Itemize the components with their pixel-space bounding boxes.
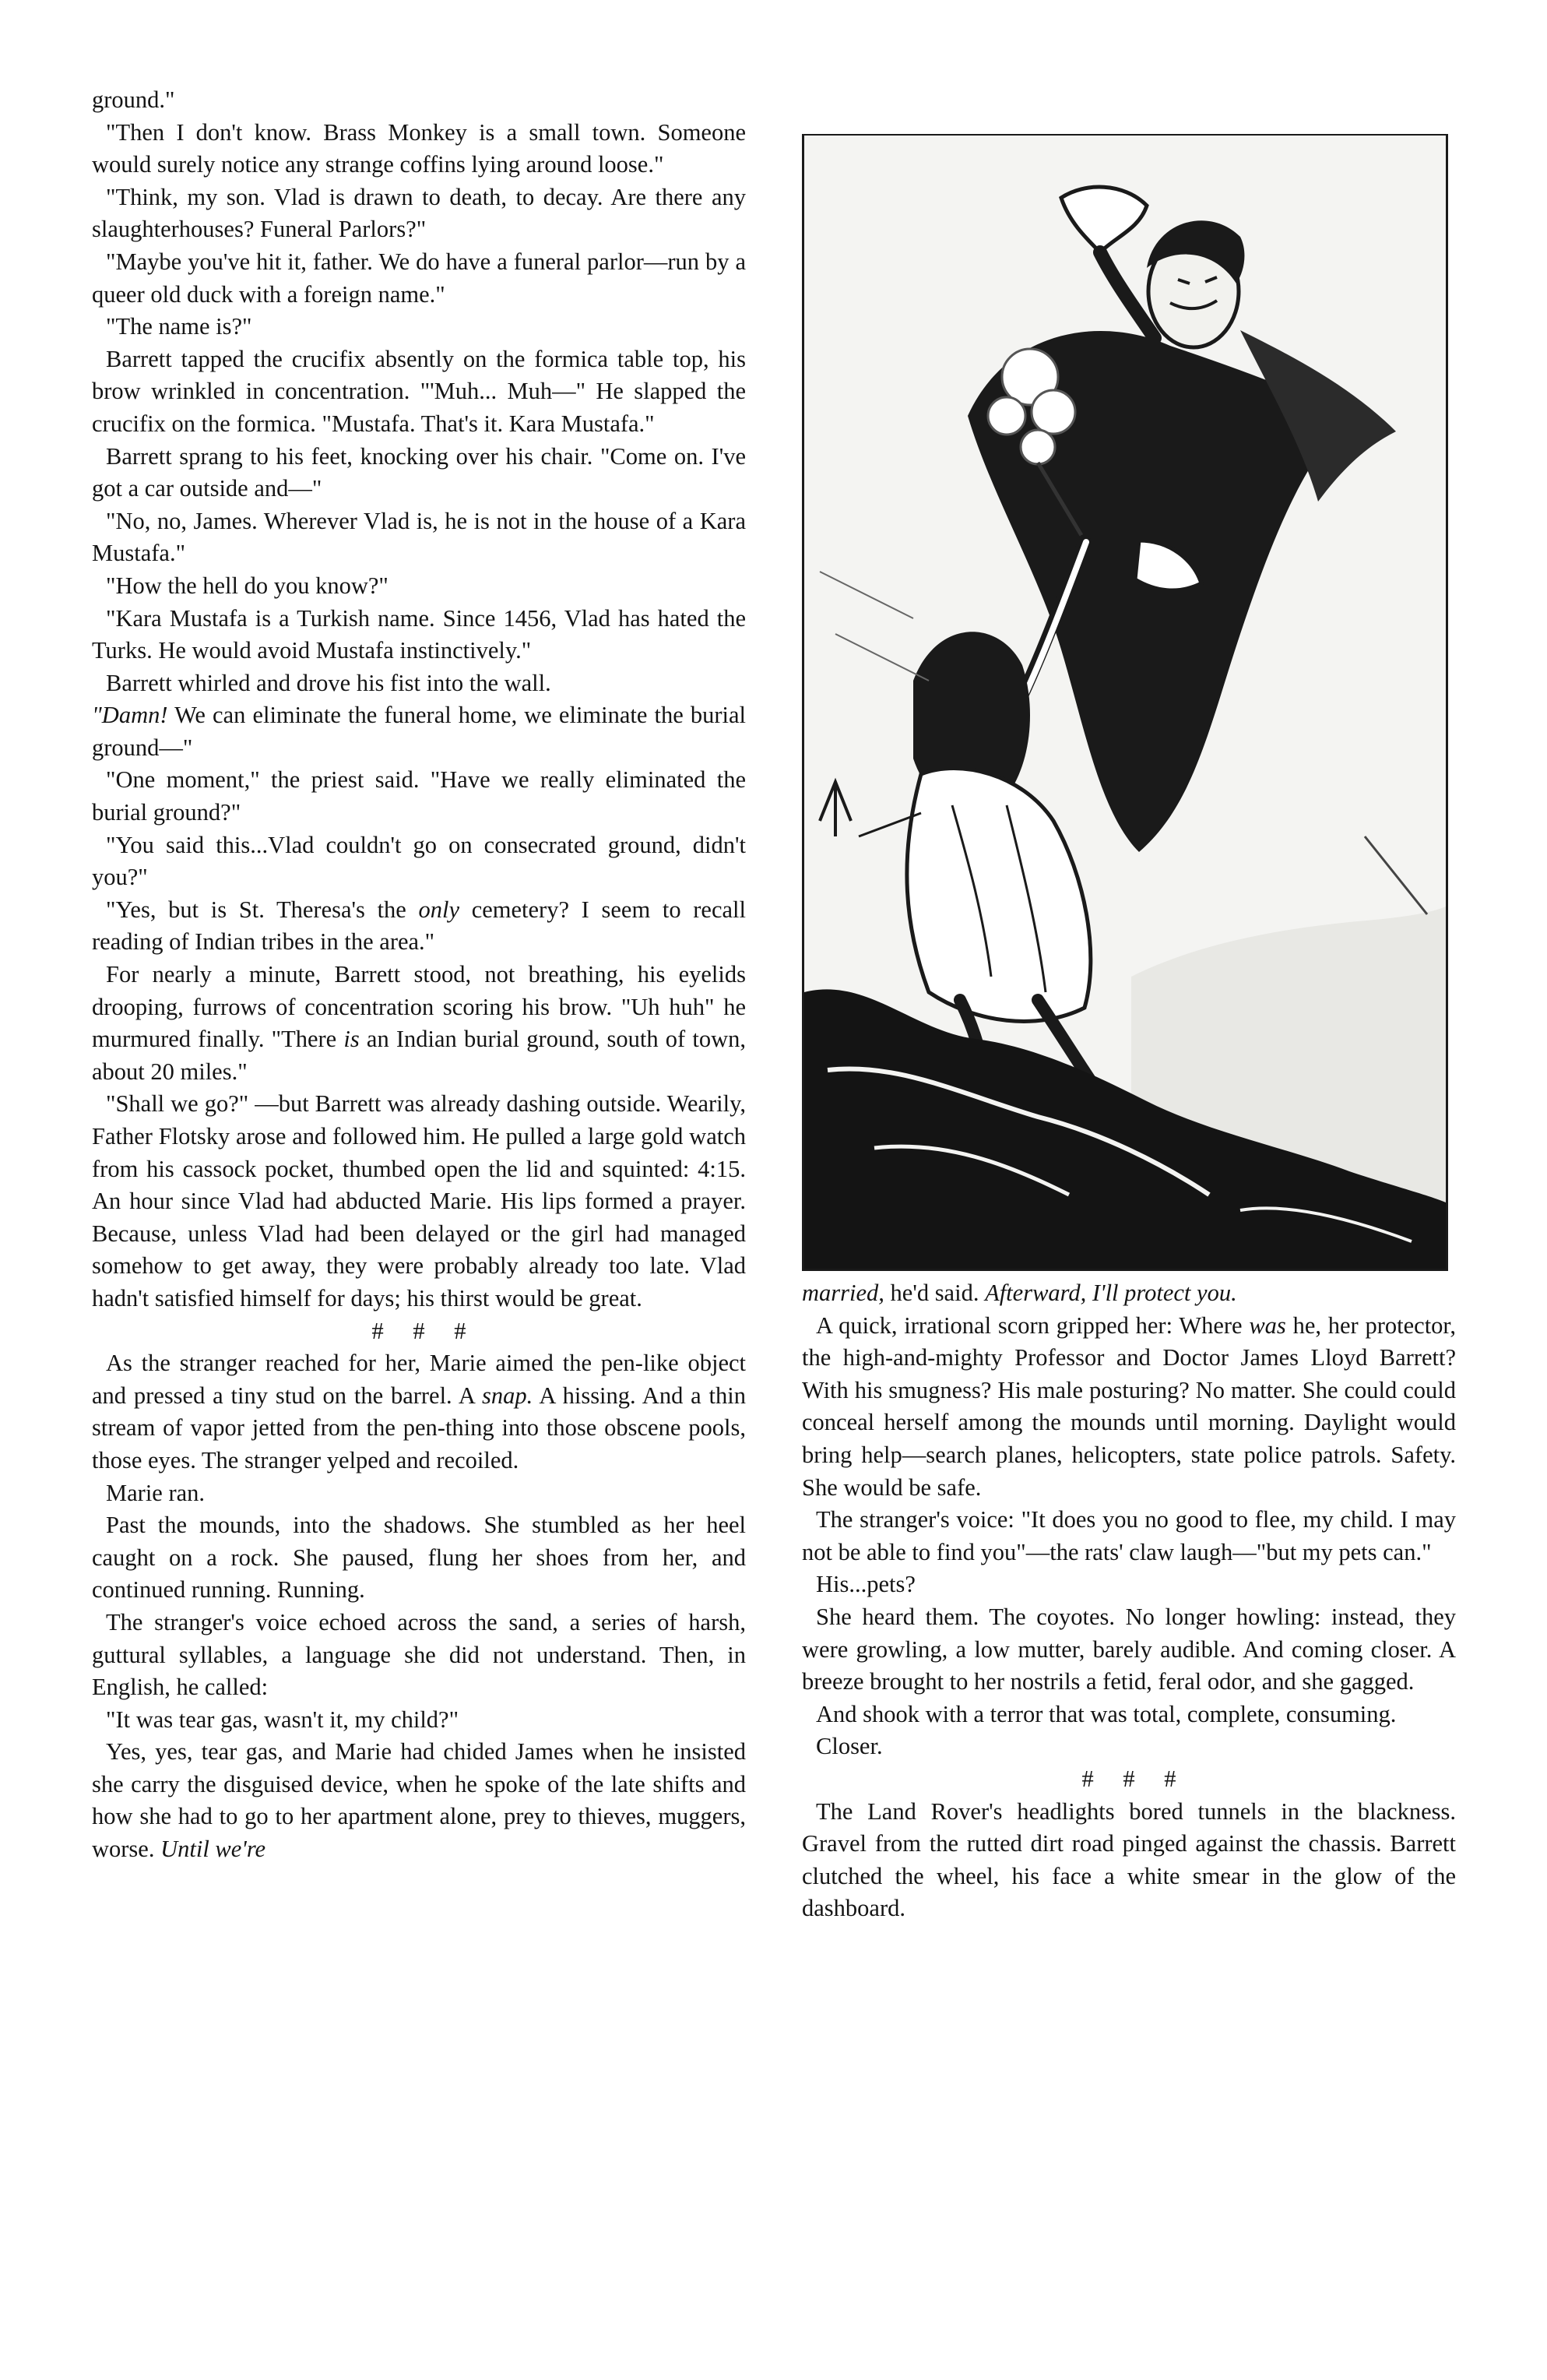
paragraph: "No, no, James. Wherever Vlad is, he is not in the house of a Kara Mustafa.": [92, 507, 746, 567]
paragraph: Past the mounds, into the shadows. She stumbled as her heel caught on a rock. She paused, flung her shoes from her, and continued running. Running.: [92, 1512, 746, 1604]
paragraph: Marie ran.: [106, 1479, 206, 1506]
paragraph: "Shall we go?" —but Barrett was already dashing outside. Wearily, Father Flotsky arose and followed him. He pulled a large gold watch from his cassock pocket, thumbed open the lid and squinted: 4:15. An hour since Vlad had abducted Marie. His lips formed a prayer. Because, unless Vlad had been delayed or the girl had managed somehow to get away, they were probably already too late. Vlad hadn't satisfied himself for days; his thirst would be great.: [92, 1090, 746, 1311]
paragraph: And shook with a terror that was total, complete, consuming.: [816, 1700, 1397, 1727]
vampire-illustration: [802, 134, 1448, 1271]
paragraph: Barrett whirled and drove his fist into the wall.: [106, 669, 551, 696]
paragraph: "Yes, but is St. Theresa's the only cemetery? I seem to recall reading of Indian tribes in the area.": [92, 896, 746, 956]
paragraph: "The name is?": [106, 313, 252, 340]
paragraph: "Think, my son. Vlad is drawn to death, to decay. Are there any slaughterhouses? Funeral Parlors?": [92, 183, 746, 243]
paragraph: She heard them. The coyotes. No longer howling: instead, they were growling, a low mutter, barely audible. And coming closer. A breeze brought to her nostrils a fetid, feral odor, and she gagged.: [802, 1603, 1456, 1695]
paragraph: ground.": [92, 86, 175, 113]
paragraph: As the stranger reached for her, Marie aimed the pen-like object and pressed a tiny stud on the barrel. A snap. A hissing. And a thin stream of vapor jetted from the pen-thing into those obscene pools, those eyes. The stranger yelped and recoiled.: [92, 1350, 746, 1473]
paragraph: "Maybe you've hit it, father. We do have a funeral parlor—run by a queer old duck with a foreign name.": [92, 248, 746, 308]
paragraph: Yes, yes, tear gas, and Marie had chided James when he insisted she carry the disguised device, when he spoke of the late shifts and how she had to go to her apartment alone, prey to thieves, muggers, worse. Until we're: [92, 1738, 746, 1863]
paragraph: "You said this...Vlad couldn't go on consecrated ground, didn't you?": [92, 831, 746, 891]
paragraph: The stranger's voice: "It does you no good to flee, my child. I may not be able to find you"—the rats' claw laugh—"but my pets can.": [802, 1506, 1456, 1565]
right-text-column: [802, 1277, 1456, 1925]
paragraph: Barrett tapped the crucifix absently on the formica table top, his brow wrinkled in concentration. "'Muh... Muh—" He slapped the crucifix on the formica. "Mustafa. That's it. Kara Mustafa.": [92, 345, 746, 437]
paragraph: Barrett sprang to his feet, knocking over his chair. "Come on. I've got a car outside and—": [92, 442, 746, 502]
left-text-column: [92, 84, 746, 1866]
paragraph: His...pets?: [816, 1571, 916, 1598]
paragraph: The stranger's voice echoed across the sand, a series of harsh, guttural syllables, a language she did not understand. Then, in English, he called:: [92, 1608, 746, 1701]
paragraph: "It was tear gas, wasn't it, my child?": [106, 1706, 459, 1733]
paragraph: "Kara Mustafa is a Turkish name. Since 1456, Vlad has hated the Turks. He would avoid Mustafa instinctively.": [92, 604, 746, 664]
paragraph: A quick, irrational scorn gripped her: Where was he, her protector, the high-and-mighty Professor and Doctor James Lloyd Barrett? With his smugness? His male posturing? No matter. She could could conceal herself among the mounds until morning. Daylight would bring help—search planes, helicopters, state police patrols. Safety. She would be safe.: [802, 1311, 1456, 1501]
paragraph: "Damn! We can eliminate the funeral home, we eliminate the burial ground—": [92, 702, 746, 761]
paragraph: Closer.: [816, 1733, 883, 1760]
paragraph: The Land Rover's headlights bored tunnels in the blackness. Gravel from the rutted dirt road pinged against the chassis. Barrett clutched the wheel, his face a white smear in the glow of the dashboard.: [802, 1797, 1456, 1922]
paragraph: "One moment," the priest said. "Have we really eliminated the burial ground?": [92, 766, 746, 826]
section-separator: # # #: [1081, 1765, 1176, 1792]
paragraph: "Then I don't know. Brass Monkey is a small town. Someone would surely notice any strange coffins lying around loose.": [92, 118, 746, 178]
illustration-drawing: [804, 136, 1446, 1269]
paragraph: "How the hell do you know?": [106, 572, 389, 599]
paragraph: married, he'd said. Afterward, I'll protect you.: [802, 1280, 1237, 1306]
section-separator: # # #: [371, 1317, 466, 1344]
paragraph: For nearly a minute, Barrett stood, not breathing, his eyelids drooping, furrows of concentration scoring his brow. "Uh huh" he murmured finally. "There is an Indian burial ground, south of town, about 20 miles.": [92, 961, 746, 1085]
